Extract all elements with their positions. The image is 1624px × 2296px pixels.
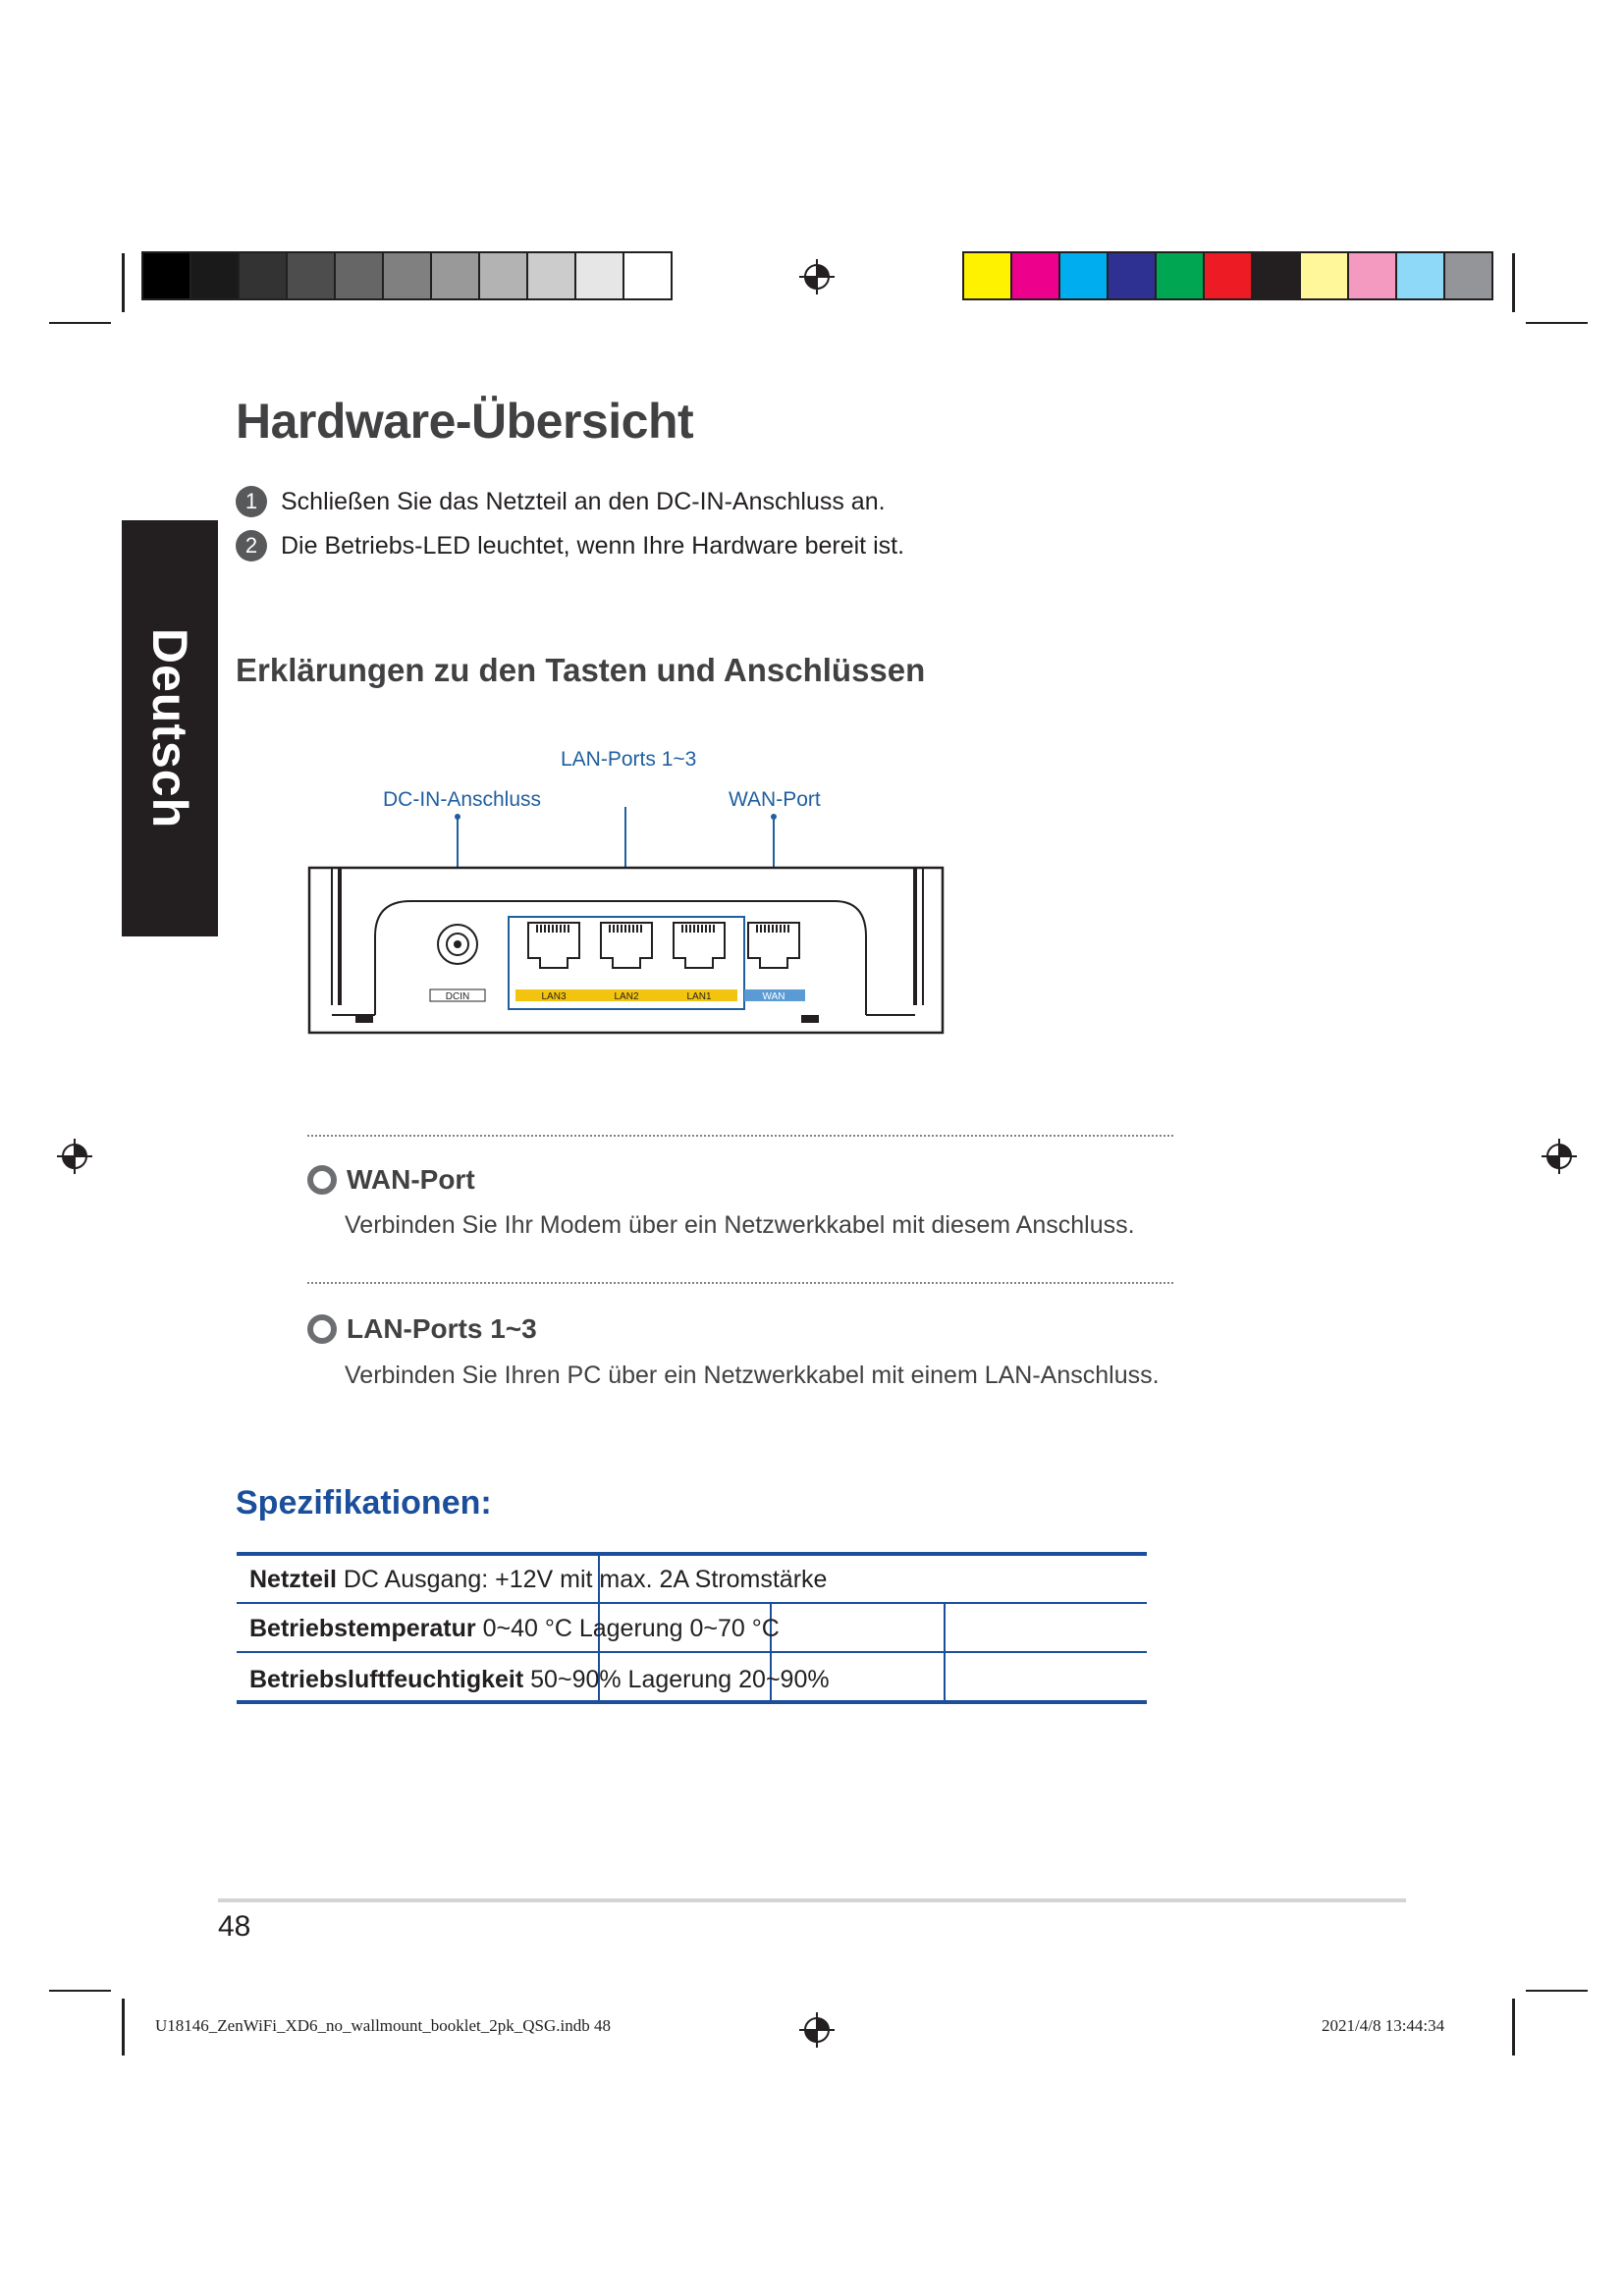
- section-title: Erklärungen zu den Tasten und Anschlüssen: [236, 652, 926, 688]
- color-swatch: [624, 253, 671, 298]
- footer-rule: [218, 1898, 1406, 1902]
- step-number-badge: 2: [236, 530, 267, 561]
- registration-mark-icon: [797, 2010, 837, 2050]
- crop-mark: [1526, 1990, 1588, 1992]
- color-swatch: [288, 253, 336, 298]
- ring-bullet-icon: [307, 1165, 337, 1195]
- grayscale-color-bar: [141, 251, 673, 300]
- color-swatch: [191, 253, 240, 298]
- port-label-lan2: LAN2: [614, 991, 639, 1002]
- registration-mark-icon: [55, 1137, 94, 1176]
- color-swatch: [336, 253, 384, 298]
- port-label-lan3: LAN3: [541, 991, 567, 1002]
- callout-wan-port: WAN-Port: [729, 788, 821, 811]
- port-heading: [307, 1164, 475, 1196]
- port-title: WAN-Port: [347, 1164, 475, 1195]
- port-description: Verbinden Sie Ihren PC über ein Netzwerkkabel mit einem LAN-Anschluss.: [345, 1362, 1160, 1389]
- color-swatch: [964, 253, 1012, 298]
- color-swatch: [576, 253, 624, 298]
- spec-value: DC Ausgang: +12V mit max. 2A Stromstärke: [343, 1566, 828, 1593]
- port-heading: [307, 1313, 537, 1345]
- spec-value: 50~90% Lagerung 20~90%: [530, 1666, 830, 1693]
- language-tab-label: Deutsch: [142, 627, 197, 829]
- crop-mark: [1526, 322, 1588, 324]
- port-description: Verbinden Sie Ihr Modem über ein Netzwerkkabel mit diesem Anschluss.: [345, 1211, 1135, 1239]
- crop-mark: [49, 322, 111, 324]
- spec-label: Betriebsluftfeuchtigkeit: [249, 1666, 524, 1693]
- color-swatch: [384, 253, 432, 298]
- crop-mark: [1512, 253, 1515, 312]
- port-label-lan1: LAN1: [686, 991, 712, 1002]
- color-swatch: [432, 253, 480, 298]
- step-item: [236, 486, 886, 517]
- color-swatch: [1205, 253, 1253, 298]
- color-swatch: [528, 253, 576, 298]
- crop-mark: [122, 1999, 125, 2056]
- color-swatch: [1349, 253, 1397, 298]
- port-label-dcin: DCIN: [445, 991, 470, 1002]
- ring-bullet-icon: [307, 1314, 337, 1344]
- color-swatch: [1157, 253, 1205, 298]
- spec-row: [237, 1556, 1147, 1603]
- spec-label: Netzteil: [249, 1566, 337, 1593]
- registration-mark-icon: [1540, 1137, 1579, 1176]
- print-slug-filename: U18146_ZenWiFi_XD6_no_wallmount_booklet_2pk_QSG.indb 48: [155, 2016, 611, 2035]
- step-item: [236, 530, 904, 561]
- spec-table: [237, 1556, 1147, 1703]
- dotted-divider: [307, 1282, 1173, 1284]
- color-swatch: [1301, 253, 1349, 298]
- crop-mark: [1512, 1999, 1515, 2056]
- page-number: 48: [218, 1910, 251, 1943]
- spec-value: 0~40 °C Lagerung 0~70 °C: [482, 1615, 780, 1642]
- port-label-wan: WAN: [762, 991, 785, 1002]
- page-title: Hardware-Übersicht: [236, 394, 694, 449]
- color-swatch: [1445, 253, 1491, 298]
- callout-lan-ports: LAN-Ports 1~3: [561, 748, 697, 771]
- callout-dcin: DC-IN-Anschluss: [383, 788, 542, 811]
- color-swatch: [1109, 253, 1157, 298]
- step-text: Schließen Sie das Netzteil an den DC-IN-Anschluss an.: [281, 487, 886, 515]
- print-slug-timestamp: 2021/4/8 13:44:34: [1322, 2016, 1445, 2035]
- registration-mark-icon: [797, 257, 837, 296]
- spec-label: Betriebstemperatur: [249, 1615, 476, 1642]
- crop-mark: [122, 253, 125, 312]
- process-color-bar: [962, 251, 1493, 300]
- color-swatch: [1012, 253, 1060, 298]
- port-title: LAN-Ports 1~3: [347, 1313, 537, 1344]
- step-text: Die Betriebs-LED leuchtet, wenn Ihre Hardware bereit ist.: [281, 531, 905, 560]
- crop-mark: [49, 1990, 111, 1992]
- language-tab: [122, 520, 218, 936]
- spec-row: [237, 1656, 1147, 1703]
- color-swatch: [240, 253, 288, 298]
- spec-row: [237, 1605, 1147, 1652]
- step-number-badge: 1: [236, 486, 267, 517]
- color-swatch: [1397, 253, 1445, 298]
- color-swatch: [1253, 253, 1301, 298]
- router-back-panel-diagram: [304, 807, 952, 1042]
- color-swatch: [480, 253, 528, 298]
- color-swatch: [1060, 253, 1109, 298]
- color-swatch: [143, 253, 191, 298]
- dotted-divider: [307, 1135, 1173, 1137]
- spec-title: Spezifikationen:: [236, 1484, 492, 1522]
